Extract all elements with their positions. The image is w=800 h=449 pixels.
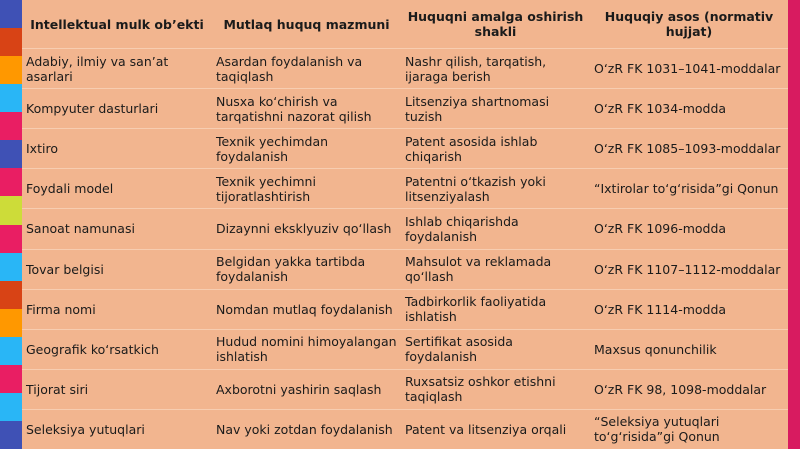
table-row xyxy=(22,329,788,369)
cell-exercise-form: Ishlab chiqarishda foydalanish xyxy=(401,209,590,249)
header-legal-basis: Huquqiy asos (normativ hujjat) xyxy=(604,9,774,39)
strip-segment xyxy=(0,0,22,28)
table-row xyxy=(22,169,788,209)
strip-segment xyxy=(0,140,22,168)
cell-exercise-form: Tadbirkorlik faoliyatida ishlatish xyxy=(401,289,590,329)
cell-ip-object: Ixtiro xyxy=(22,129,212,169)
table-row xyxy=(22,409,788,449)
header-exercise-form: Huquqni amalga oshirish shakli xyxy=(407,9,584,39)
cell-legal-basis: “Ixtirolar to‘g‘risida”gi Qonun xyxy=(590,169,788,209)
cell-ip-object: Tijorat siri xyxy=(22,369,212,409)
strip-segment xyxy=(0,168,22,196)
cell-exercise-form: Mahsulot va reklamada qo‘llash xyxy=(401,249,590,289)
cell-right-content: Axborotni yashirin saqlash xyxy=(212,369,401,409)
cell-right-content: Nav yoki zotdan foydalanish xyxy=(212,409,401,449)
strip-segment xyxy=(0,337,22,365)
cell-right-content: Texnik yechimdan foydalanish xyxy=(212,129,401,169)
cell-right-content: Asardan foydalanish va taqiqlash xyxy=(212,49,401,89)
cell-ip-object: Tovar belgisi xyxy=(22,249,212,289)
strip-segment xyxy=(0,196,22,224)
cell-exercise-form: Nashr qilish, tarqatish, ijaraga berish xyxy=(401,49,590,89)
cell-exercise-form: Patent asosida ishlab chiqarish xyxy=(401,129,590,169)
strip-segment xyxy=(0,365,22,393)
table-body xyxy=(22,49,788,449)
header-exclusive-right-content: Mutlaq huquq mazmuni xyxy=(223,16,390,32)
strip-segment xyxy=(0,56,22,84)
strip-segment xyxy=(0,28,22,56)
strip-segment xyxy=(0,393,22,421)
table-card xyxy=(22,0,788,449)
ip-rights-table xyxy=(22,0,788,449)
cell-ip-object: Foydali model xyxy=(22,169,212,209)
table-row xyxy=(22,89,788,129)
strip-segment xyxy=(0,112,22,140)
cell-ip-object: Kompyuter dasturlari xyxy=(22,89,212,129)
header-ip-object: Intellektual mulk ob’ekti xyxy=(30,16,204,32)
header-row xyxy=(22,0,788,49)
cell-legal-basis: Maxsus qonunchilik xyxy=(590,329,788,369)
cell-exercise-form: Sertifikat asosida foydalanish xyxy=(401,329,590,369)
cell-legal-basis: O‘zR FK 1085–1093-moddalar xyxy=(590,129,788,169)
cell-right-content: Nomdan mutlaq foydalanish xyxy=(212,289,401,329)
cell-exercise-form: Ruxsatsiz oshkor etishni taqiqlash xyxy=(401,369,590,409)
table-row xyxy=(22,129,788,169)
cell-exercise-form: Patentni o‘tkazish yoki litsenziyalash xyxy=(401,169,590,209)
strip-segment xyxy=(0,253,22,281)
table-row xyxy=(22,249,788,289)
strip-segment xyxy=(0,84,22,112)
strip-segment xyxy=(0,281,22,309)
table-row xyxy=(22,289,788,329)
cell-ip-object: Firma nomi xyxy=(22,289,212,329)
cell-legal-basis: O‘zR FK 1114-modda xyxy=(590,289,788,329)
decorative-left-strip xyxy=(0,0,22,449)
cell-exercise-form: Patent va litsenziya orqali xyxy=(401,409,590,449)
cell-right-content: Hudud nomini himoyalangan ishlatish xyxy=(212,329,401,369)
cell-legal-basis: O‘zR FK 1031–1041-moddalar xyxy=(590,49,788,89)
table-row xyxy=(22,369,788,409)
table-row xyxy=(22,49,788,89)
cell-legal-basis: “Seleksiya yutuqlari to‘g‘risida”gi Qonun xyxy=(590,409,788,449)
cell-legal-basis: O‘zR FK 1107–1112-moddalar xyxy=(590,249,788,289)
cell-right-content: Texnik yechimni tijoratlashtirish xyxy=(212,169,401,209)
cell-ip-object: Seleksiya yutuqlari xyxy=(22,409,212,449)
cell-legal-basis: O‘zR FK 1034-modda xyxy=(590,89,788,129)
strip-segment xyxy=(0,309,22,337)
cell-ip-object: Sanoat namunasi xyxy=(22,209,212,249)
cell-legal-basis: O‘zR FK 98, 1098-moddalar xyxy=(590,369,788,409)
strip-segment xyxy=(0,421,22,449)
cell-legal-basis: O‘zR FK 1096-modda xyxy=(590,209,788,249)
cell-right-content: Dizaynni eksklyuziv qo‘llash xyxy=(212,209,401,249)
strip-segment xyxy=(0,225,22,253)
cell-right-content: Nusxa ko‘chirish va tarqatishni nazorat qilish xyxy=(212,89,401,129)
cell-ip-object: Geografik ko‘rsatkich xyxy=(22,329,212,369)
table-row xyxy=(22,209,788,249)
table-header xyxy=(22,0,788,49)
cell-ip-object: Adabiy, ilmiy va san’at asarlari xyxy=(22,49,212,89)
cell-exercise-form: Litsenziya shartnomasi tuzish xyxy=(401,89,590,129)
cell-right-content: Belgidan yakka tartibda foydalanish xyxy=(212,249,401,289)
